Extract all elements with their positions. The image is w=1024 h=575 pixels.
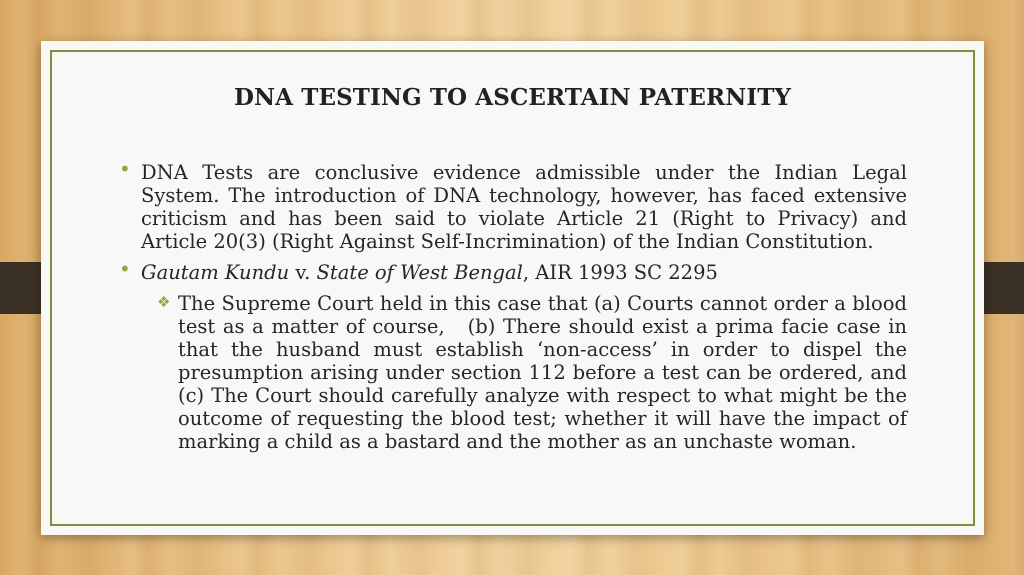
case-party-1: Gautam Kundu [141,261,290,284]
bullet-dot-icon: • [119,257,131,281]
case-citation: , AIR 1993 SC 2295 [522,261,718,284]
right-side-tab [983,262,1024,314]
slide-content [119,157,907,453]
bullet-item [119,157,907,253]
bullet-dot-icon: • [119,157,131,181]
bullet-text: DNA Tests are conclusive evidence admissible under the Indian Legal System. The introduction of DNA technology, however, has faced extensive criticism and has been said to violate Article 21 (Right to Privacy) and Article 20(3) (Right Against Self-Incrimination) of the Indian Constitution. [141,161,907,253]
sub-bullet-text: The Supreme Court held in this case that (a) Courts cannot order a blood test as a matter of course, (b) There should exist a prima facie case in that the husband must establish ‘non-access’ in order to dispel the presumption arising under section 112 before a test can be ordered, and (c) The Court should carefully analyze with respect to what might be the outcome of requesting the blood test; whether it will have the impact of marking a child as a bastard and the mother as an unchaste woman. [178,292,907,453]
bullet-item [119,257,907,284]
case-party-2: State of West Bengal [316,261,523,284]
diamond-bullet-icon: ❖ [157,293,171,311]
slide-card [41,41,984,535]
sub-bullet-item [157,292,907,453]
left-side-tab [0,262,41,314]
case-versus: v. [289,261,317,284]
slide-title: DNA TESTING TO ASCERTAIN PATERNITY [234,84,791,111]
